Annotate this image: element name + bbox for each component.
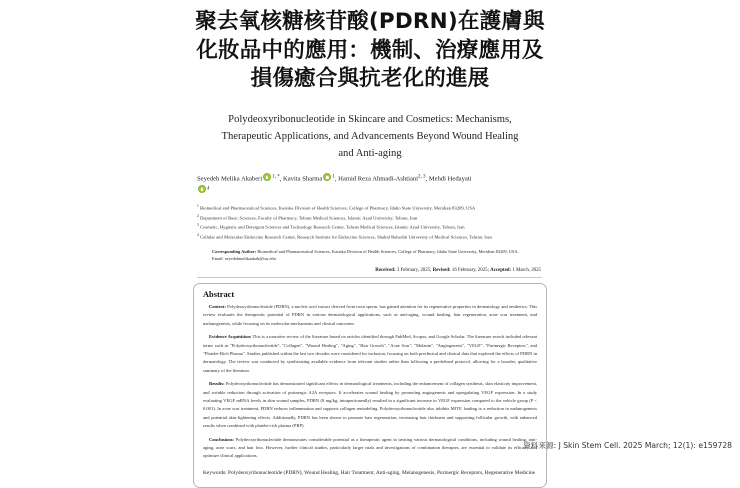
affiliation-text: Cosmetic, Hygienic and Detergent Sciences and Technology Research Center, Tehran Medical Sciences, Islamic Azad University, Tehran, Iran <box>200 224 465 230</box>
abstract-evidence-label: Evidence Acquisition: <box>209 334 252 340</box>
abstract-evidence-paragraph <box>203 333 537 375</box>
publication-dates <box>185 263 555 273</box>
accepted-label: Accepted: <box>490 267 512 273</box>
orcid-icon[interactable] <box>323 173 331 181</box>
abstract-conclusions-paragraph <box>203 436 537 461</box>
abstract-card <box>193 283 547 488</box>
affiliation-item <box>197 232 541 242</box>
paper-title-line-1: Polydeoxyribonucleotide in Skincare and Cosmetics: Mechanisms, <box>228 114 512 125</box>
author-affiliation-marker-2: 1 <box>332 174 335 180</box>
corresponding-email[interactable]: seyedehmelikaakab@isu.edu <box>224 256 276 262</box>
author-affiliation-marker-4: 4 <box>207 186 210 192</box>
abstract-conclusions-label: Conclusions: <box>209 436 235 442</box>
affiliation-marker: 1 <box>197 203 199 208</box>
abstract-evidence-text: This is a narrative review of the literature based on articles identified through PubMed, Scopus, and Google Scholar. The literature search included relevant terms such as "Polydeoxyribonucleotide", "Collagen", "Wound Healing", "Aging", "Hair Growth", "Acne Scar", "Melanin", "Angiogenesis", "VEGF", "Purinergic Receptors", and "Platelet-Rich Plasma". Studies published within the last two decades were considered for inclusion, focusing on both preclinical and clinical data that explored the effects of PDRN in dermatology. The review was conducted by synthesizing available evidence from relevant studies rather than following a predefined protocol, allowing for a broader, qualitative summary of the literature. <box>203 334 537 373</box>
received-date: 3 February, 2025; <box>396 267 432 273</box>
abstract-results-text: Polydeoxyribonucleotide has demonstrated significant effects in dermatological treatments, including the enhancement of collagen synthesis, skin elasticity improvement, and wrinkle reduction through activation of purinergic A2A receptors. It accelerates wound healing by promoting angiogenesis and upregulating VEGF expression. In a study evaluating VEGF mRNA levels in skin wound samples, PDRN (8 mg/kg, intraperitoneally) resulted in a significant increase in VEGF expression compared to the vehicle group (P < 0.001). In acne scar treatment, PDRN reduces inflammation and supports collagen remodeling. Polydeoxyribonucleotide also inhibits MITF, leading to a reduction in melanogenesis and potential skin-lightening effects. Additionally, PDRN has been shown to promote hair regeneration, increasing hair thickness and supporting follicular growth, with enhanced results when combined with platelet-rich plasma (PRP). <box>203 381 537 429</box>
chinese-headline-line-3: 損傷癒合與抗老化的進展 <box>250 66 490 92</box>
corresponding-email-label: Email: <box>212 256 224 262</box>
author-name-2: Kavita Sharma <box>282 175 323 183</box>
affiliation-text: Cellular and Molecular Endocrine Research Center, Research Institute for Endocrine Sciences, Shahid Beheshti University of Medical Sciences, Tehran, Iran <box>200 234 492 240</box>
orcid-icon[interactable] <box>198 185 206 193</box>
author-name-3: Hamid Reza Ahmadi-Ashtiani <box>338 175 418 183</box>
paper-sheet <box>185 103 555 476</box>
accepted-date: 1 March, 2025 <box>512 267 541 273</box>
author-separator-3: , <box>425 175 429 183</box>
affiliation-item <box>197 213 541 223</box>
abstract-context-text: Polydeoxyribonucleotide (PDRN), a nucleic acid extract derived from trout sperm, has gained attention for its regenerative properties in dermatology and aesthetics. This review evaluates the therapeutic potential of PDRN in various dermatological applications, such as anti-aging, wound healing, hair regeneration, acne scar treatment, and melanogenesis, while focusing on its molecular mechanisms and clinical outcomes. <box>203 303 537 326</box>
author-name-1: Seyedeh Melika Akaberi <box>197 175 263 183</box>
affiliation-item <box>197 203 541 213</box>
abstract-results-label: Results: <box>209 381 225 387</box>
author-affiliation-marker-3: 2, 3 <box>418 174 426 180</box>
chinese-headline <box>0 0 740 94</box>
chinese-headline-line-1: 聚去氧核糖核苷酸(PDRN)在護膚與 <box>195 9 545 34</box>
author-affiliation-marker-1: 1, * <box>272 174 280 180</box>
corresponding-author-label: Corresponding Author: <box>212 248 257 254</box>
abstract-conclusions-text: Polydeoxyribonucleotide demonstrates considerable potential as a therapeutic agent in treating various dermatological conditions, including wound healing, anti-aging, acne scars, and hair loss. However, further clinical studies, particularly larger trials and investigations of combination therapies, are essential to validate its efficacy and optimize clinical applications. <box>203 436 537 459</box>
author-separator-2: , <box>334 175 339 183</box>
abstract-heading: Abstract <box>203 289 235 299</box>
keywords-label: Keywords: <box>203 469 227 476</box>
source-citation: 資料來源: J Skin Stem Cell. 2025 March; 12(1): e159728 <box>523 441 732 450</box>
abstract-results-paragraph <box>203 380 537 430</box>
author-name-4: Mehdi Hedayati <box>428 175 472 183</box>
abstract-context-label: Context: <box>209 303 226 309</box>
revised-label: Revised: <box>432 267 451 273</box>
affiliation-marker: 2 <box>197 213 199 218</box>
affiliation-item <box>197 222 541 232</box>
affiliation-list <box>185 197 555 242</box>
received-label: Received: <box>375 267 396 273</box>
affiliation-text: Biomedical and Pharmaceutical Sciences, Kasiska Division of Health Sciences, College of Pharmacy, Idaho State University, Meridian 83209, USA <box>200 205 476 211</box>
affiliation-marker: 3 <box>197 223 199 228</box>
paper-title <box>185 103 555 162</box>
affiliation-marker: 4 <box>197 233 199 238</box>
paper-title-line-3: and Anti-aging <box>338 148 402 160</box>
orcid-icon[interactable] <box>263 173 271 181</box>
author-separator-1: , <box>279 175 283 183</box>
abstract-context-paragraph <box>203 303 537 328</box>
header-divider <box>197 277 542 278</box>
corresponding-author-address: Biomedical and Pharmaceutical Sciences, Kasiska Division of Health Sciences, College of Pharmacy, Idaho State University, Meridian 83209, USA. <box>257 248 519 254</box>
paper-title-line-2: Therapeutic Applications, and Advancements Beyond Wound Healing <box>221 131 519 143</box>
chinese-headline-line-2: 化妝品中的應用：機制、治療應用及 <box>196 37 544 63</box>
keywords-line <box>203 468 537 478</box>
corresponding-author-note <box>185 242 555 263</box>
revised-date: 16 February, 2025; <box>451 267 489 273</box>
affiliation-text: Department of Basic Sciences, Faculty of Pharmacy, Tehran Medical Sciences, Islamic Azad University, Tehran, Iran <box>200 215 418 221</box>
keywords-text: Polydeoxyribonucleotide (PDRN), Wound Healing, Hair Treatment, Anti-aging, Melanogenesis, Purinergic Receptors, Regenerative Medicine <box>228 469 536 476</box>
author-list <box>185 162 555 196</box>
